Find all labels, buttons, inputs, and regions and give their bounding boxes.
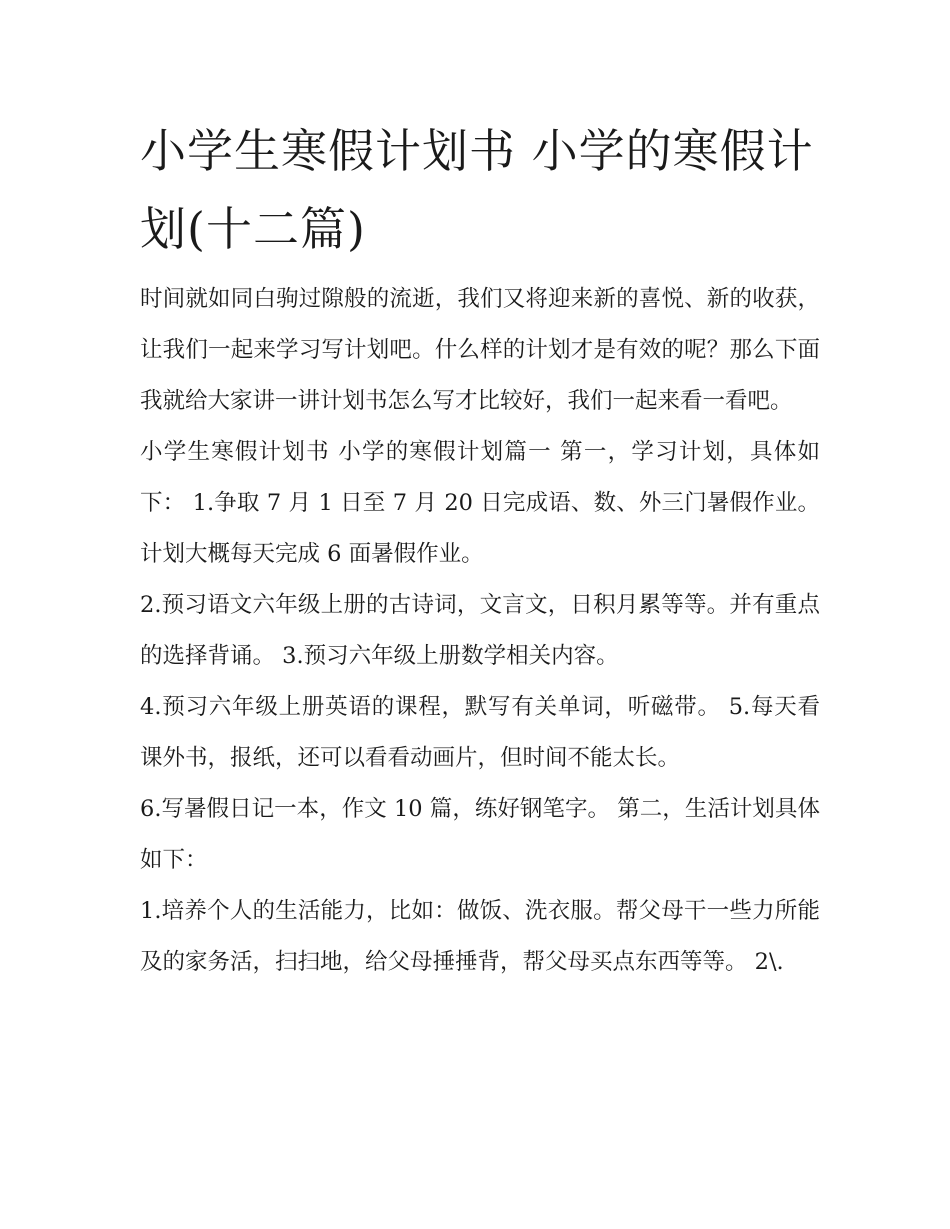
plan-item-6: 6.写暑假日记一本，作文 10 篇，练好钢笔字。 第二，生活计划具体如下： bbox=[140, 796, 820, 873]
document-title: 小学生寒假计划书 小学的寒假计划(十二篇) bbox=[140, 124, 814, 256]
study-plan-paragraph: 小学生寒假计划书 小学的寒假计划篇一 第一，学习计划，具体如下： 1.争取 7 月 1 日至 7 月 20 日完成语、数、外三门暑假作业。计划大概每天完成 6 面暑假作业。 bbox=[140, 439, 820, 567]
life-plan-item-1: 1.培养个人的生活能力，比如：做饭、洗衣服。帮父母干一些力所能及的家务活，扫扫地，给父母捶捶背，帮父母买点东西等等。 2\. bbox=[140, 898, 820, 975]
plan-item-2-3: 2.预习语文六年级上册的古诗词，文言文，日积月累等等。并有重点的选择背诵。 3.预习六年级上册数学相关内容。 bbox=[140, 592, 820, 669]
plan-item-4-5: 4.预习六年级上册英语的课程，默写有关单词，听磁带。 5.每天看课外书，报纸，还可以看看动画片，但时间不能太长。 bbox=[140, 694, 820, 771]
intro-paragraph: 时间就如同白驹过隙般的流逝，我们又将迎来新的喜悦、新的收获，让我们一起来学习写计划吧。什么样的计划才是有效的呢？那么下面我就给大家讲一讲计划书怎么写才比较好，我们一起来看一看吧。 bbox=[140, 286, 820, 414]
document-page bbox=[140, 112, 820, 988]
